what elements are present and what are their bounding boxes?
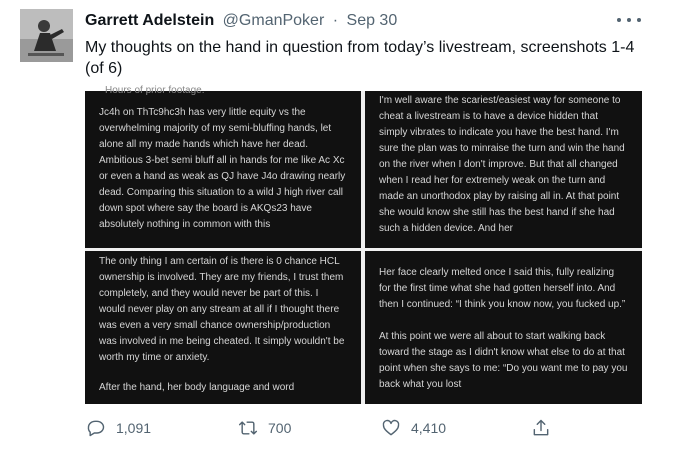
screenshot-3-text-2: After the hand, her body language and word [99, 382, 295, 393]
tweet-text: My thoughts on the hand in question from today’s livestream, screenshots 1-4 (of 6) [85, 39, 635, 77]
cut-off-text: Hours of prior footage. [105, 85, 205, 96]
more-dots-icon[interactable] [617, 12, 641, 28]
screenshot-4[interactable] [365, 251, 642, 404]
media-grid [85, 85, 642, 404]
like-button[interactable] [381, 418, 446, 438]
screenshot-3[interactable] [85, 251, 361, 404]
screenshot-4-text: Her face clearly melted once I said this, fully realizing for the first time what she had gotten herself into. And then I continued: “I think you know now, you fucked up.” [379, 267, 626, 310]
screenshot-1[interactable] [85, 85, 361, 248]
retweet-count: 700 [268, 420, 292, 436]
reply-icon [86, 418, 106, 438]
retweet-button[interactable] [238, 418, 291, 438]
grid-divider-horizontal [85, 248, 642, 251]
reply-count: 1,091 [116, 420, 152, 436]
like-count: 4,410 [411, 420, 447, 436]
screenshot-3-text: The only thing I am certain of is there is 0 chance HCL ownership is involved. They are my friends, I trust them completely, and they would never be part of this. I would never play on any stream at all if I thought there was even a very small chance ownership/production was involved in me being cheated. It simply wouldn't be worth my time or anxiety. [99, 256, 345, 363]
screenshot-2[interactable] [365, 91, 642, 248]
avatar[interactable] [20, 9, 73, 62]
screenshot-1-text: Jc4h on ThTc9hc3h has very little equity vs the overwhelming majority of my semi-bluffing hands, let alone all my made hands which have her dead. Ambitious 3-bet semi bluff all in hands for me like Ac Xc or even a hand as weak as QJ have J4o drawing nearly dead. Comparing this situation to a wild J high river call down spot where say the board is AKQs23 have absolutely nothing in common with this [99, 107, 346, 230]
retweet-icon [238, 418, 258, 438]
heart-icon [381, 418, 401, 438]
share-icon [531, 418, 551, 438]
tweet-date[interactable]: Sep 30 [346, 12, 398, 29]
share-button[interactable] [531, 418, 561, 438]
tweet-actions [0, 418, 674, 444]
avatar-image [20, 9, 73, 62]
author-name[interactable]: Garrett Adelstein [85, 12, 215, 29]
screenshot-4-text-2: At this point we were all about to start walking back toward the stage as I didn't know what else to do at that point when she says to me: “Do you want me to pay you back what you lost [379, 331, 628, 390]
separator-dot: · [332, 12, 339, 29]
tweet-header [85, 12, 397, 30]
reply-button[interactable] [86, 418, 151, 438]
author-handle[interactable]: @GmanPoker [222, 12, 325, 29]
screenshot-2-text: I'm well aware the scariest/easiest way for someone to cheat a livestream is to have a device hidden that simply vibrates to indicate you have the best hand. I'm sure the plan was to minraise the turn and win the hand on the river when I don't improve. But that all changed when I read her for extremely weak on the turn and made an unorthodox play by raising all in. At that point she would know she still has the best hand if she had such a hidden device. And her [379, 95, 625, 234]
